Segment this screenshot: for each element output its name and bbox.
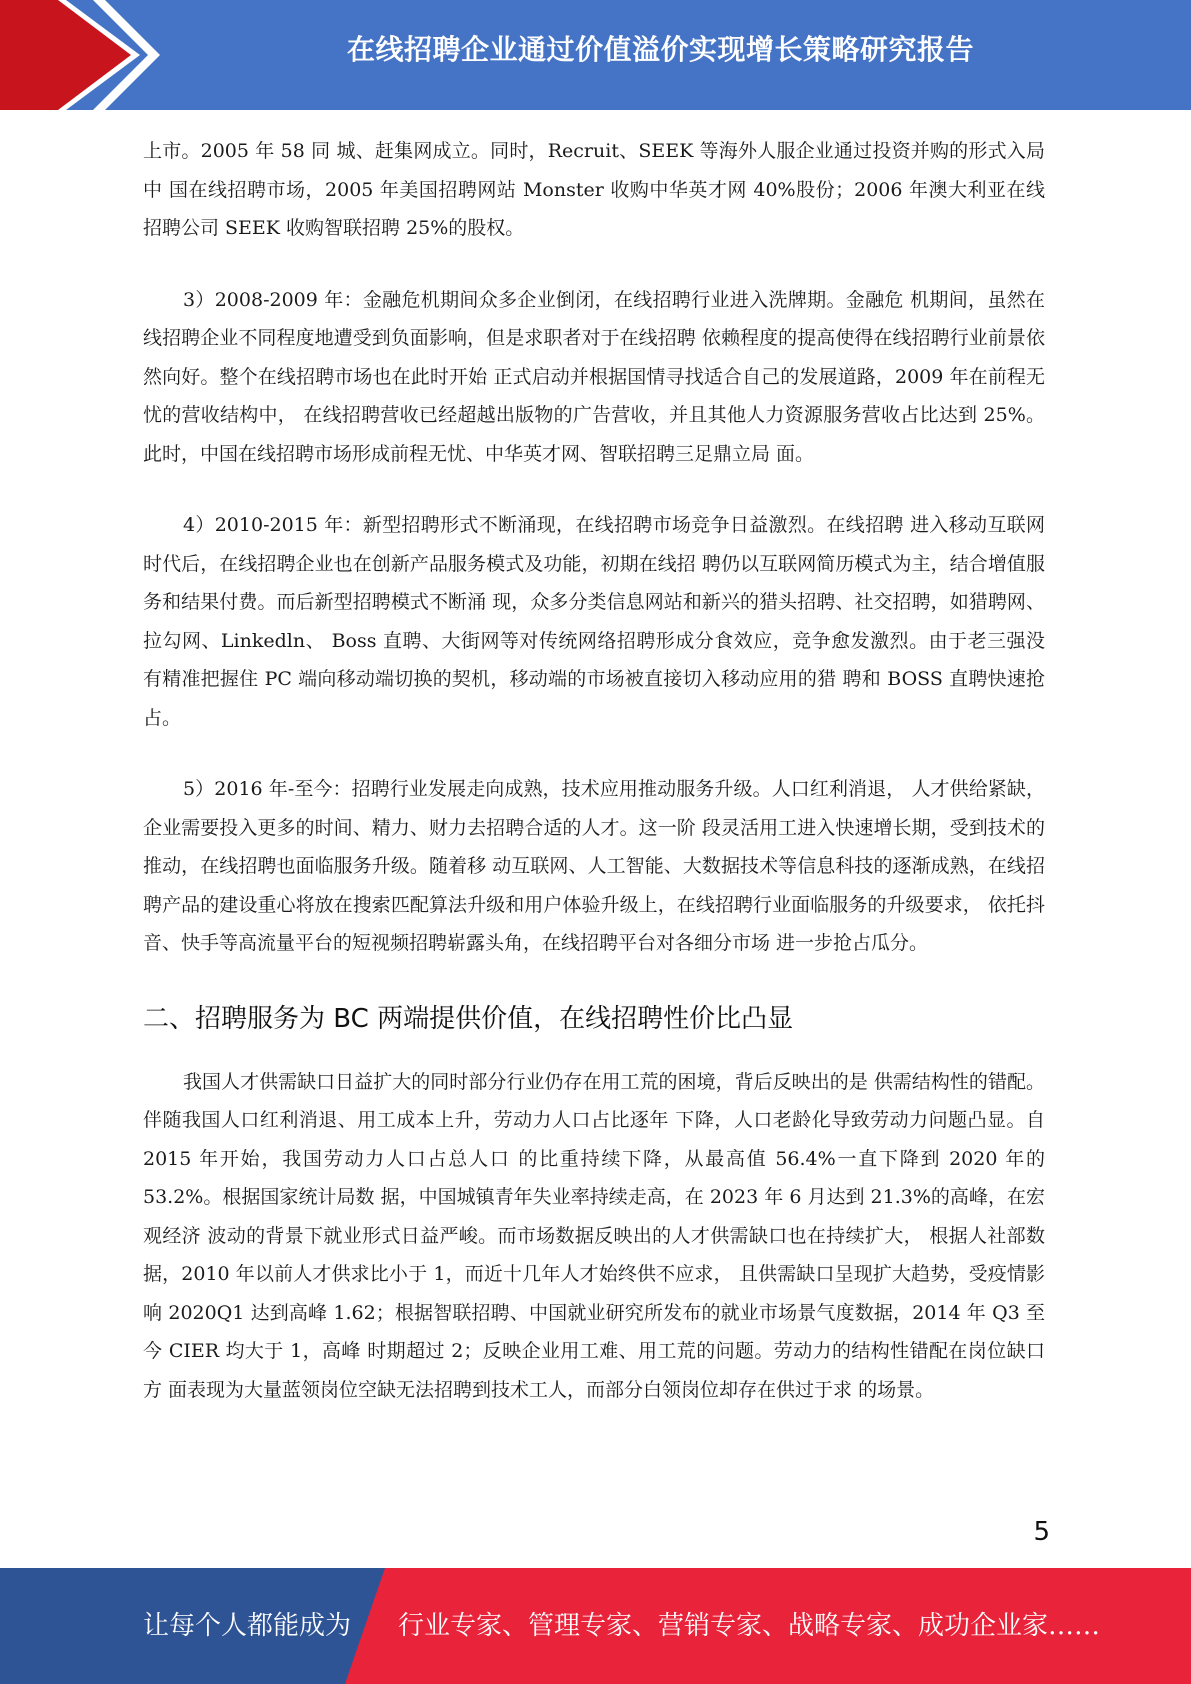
section-heading: 二、招聘服务为 BC 两端提供价值，在线招聘性价比凸显: [143, 1003, 794, 1034]
header-arrow-icon: [0, 0, 160, 110]
body-paragraph: 5）2016 年-至今：招聘行业发展走向成熟，技术应用推动服务升级。人口红利消退， 人才供给紧缺，企业需要投入更多的时间、精力、财力去招聘合适的人才。这一阶 段灵活用工进入快速增长期，受到技术的推动，在线招聘也面临服务升级。随着移 动互联网、人工智能、大数据技术等信息科技的逐渐成熟，在线招聘产品的建设重心将放在搜索匹配算法升级和用户体验升级上，在线招聘行业面临服务的升级要求， 依托抖音、快手等高流量平台的短视频招聘崭露头角，在线招聘平台对各细分市场 进一步抢占瓜分。: [143, 778, 1045, 954]
footer-slogan-left: 让每个人都能成为: [143, 1611, 352, 1641]
body-paragraph: 4）2010-2015 年：新型招聘形式不断涌现，在线招聘市场竞争日益激烈。在线招聘 进入移动互联网时代后，在线招聘企业也在创新产品服务模式及功能，初期在线招 聘仍以互联网简历模式为主，结合增值服务和结果付费。而后新型招聘模式不断涌 现，众多分类信息网站和新兴的猎头招聘、社交招聘，如猎聘网、拉勾网、Linkedln、 Boss 直聘、大街网等对传统网络招聘形成分食效应，竞争愈发激烈。由于老三强没 有精准把握住 PC 端向移动端切换的契机，移动端的市场被直接切入移动应用的猎 聘和 BOSS 直聘快速抢占。: [143, 514, 1045, 729]
body-paragraph: 我国人才供需缺口日益扩大的同时部分行业仍存在用工荒的困境，背后反映出的是 供需结构性的错配。伴随我国人口红利消退、用工成本上升，劳动力人口占比逐年 下降，人口老龄化导致劳动力问题凸显。自 2015 年开始，我国劳动力人口占总人口 的比重持续下降，从最高值 56.4%一直下降到 2020 年的 53.2%。根据国家统计局数 据，中国城镇青年失业率持续走高，在 2023 年 6 月达到 21.3%的高峰，在宏观经济 波动的背景下就业形式日益严峻。而市场数据反映出的人才供需缺口也在持续扩大， 根据人社部数据，2010 年以前人才供求比小于 1，而近十几年人才始终供不应求， 且供需缺口呈现扩大趋势，受疫情影响 2020Q1 达到高峰 1.62；根据智联招聘、中国就业研究所发布的就业市场景气度数据，2014 年 Q3 至今 CIER 均大于 1，高峰 时期超过 2；反映企业用工难、用工荒的问题。劳动力的结构性错配在岗位缺口方 面表现为大量蓝领岗位空缺无法招聘到技术工人，而部分白领岗位却存在供过于求 的场景。: [143, 1070, 1045, 1401]
body-paragraph: 上市。2005 年 58 同 城、赶集网成立。同时，Recruit、SEEK 等海外人服企业通过投资并购的形式入局中 国在线招聘市场，2005 年美国招聘网站 Monster 收购中华英才网 40%股份；2006 年澳大利亚在线招聘公司 SEEK 收购智联招聘 25%的股权。: [143, 140, 1045, 239]
document-title: 在线招聘企业通过价值溢价实现增长策略研究报告: [346, 33, 974, 66]
page-number: 5: [1033, 1517, 1050, 1547]
main-content: [143, 132, 1045, 1409]
page-header: [0, 0, 1191, 110]
body-paragraph: 3）2008-2009 年：金融危机期间众多企业倒闭，在线招聘行业进入洗牌期。金融危 机期间，虽然在线招聘企业不同程度地遭受到负面影响，但是求职者对于在线招聘 依赖程度的提高使得在线招聘行业前景依然向好。整个在线招聘市场也在此时开始 正式启动并根据国情寻找适合自己的发展道路，2009 年在前程无忧的营收结构中， 在线招聘营收已经超越出版物的广告营收，并且其他人力资源服务营收占比达到 25%。此时，中国在线招聘市场形成前程无忧、中华英才网、智联招聘三足鼎立局 面。: [143, 288, 1045, 465]
page-footer: [0, 1568, 1191, 1684]
footer-slogan-right: 行业专家、管理专家、营销专家、战略专家、成功企业家……: [398, 1611, 1101, 1641]
